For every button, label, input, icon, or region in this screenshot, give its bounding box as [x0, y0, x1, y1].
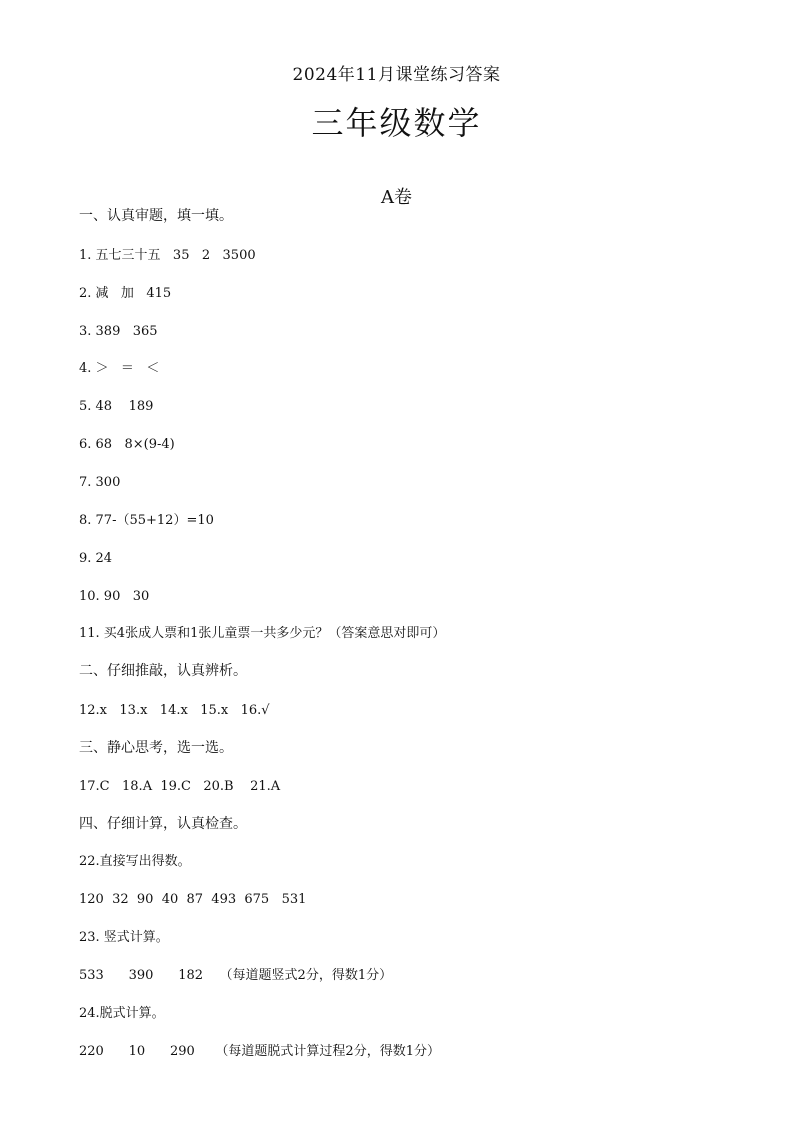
- answer-line: 6. 68 8×(9-4): [79, 437, 175, 452]
- answer-line: 11. 买4张成人票和1张儿童票一共多少元？（答案意思对即可）: [79, 626, 446, 641]
- subsection-heading: 22.直接写出得数。: [79, 854, 191, 869]
- section-heading-1: 一、认真审题，填一填。: [79, 208, 233, 224]
- document-title: 三年级数学: [311, 104, 482, 142]
- subsection-heading: 23. 竖式计算。: [79, 930, 169, 945]
- answer-line: 5. 48 189: [79, 399, 154, 414]
- section-heading-4: 四、仔细计算，认真检查。: [79, 816, 247, 832]
- answer-line: 120 32 90 40 87 493 675 531: [79, 892, 307, 907]
- answer-line: 7. 300: [79, 475, 121, 490]
- section-heading-3: 三、静心思考，选一选。: [79, 740, 233, 756]
- subsection-heading: 24.脱式计算。: [79, 1006, 165, 1021]
- section-heading-2: 二、仔细推敲，认真辨析。: [79, 663, 247, 679]
- answer-line: 12.x 13.x 14.x 15.x 16.√: [79, 703, 270, 718]
- answer-line: 8. 77-（55+12）=10: [79, 513, 214, 528]
- document-date-line: 2024年11月课堂练习答案: [292, 65, 501, 85]
- answer-line: 3. 389 365: [79, 324, 158, 339]
- answer-line: 9. 24: [79, 551, 113, 566]
- paper-label: A卷: [381, 187, 412, 208]
- answer-line: 2. 减 加 415: [79, 286, 172, 301]
- answer-line: 533 390 182 （每道题竖式2分，得数1分）: [79, 968, 393, 983]
- answer-line: 4. ＞ ＝ ＜: [79, 361, 160, 376]
- answer-line: 1. 五七三十五 35 2 3500: [79, 248, 256, 263]
- answer-line: 10. 90 30: [79, 589, 150, 604]
- answer-line: 220 10 290 （每道题脱式计算过程2分，得数1分）: [79, 1044, 440, 1059]
- answer-line: 17.C 18.A 19.C 20.B 21.A: [79, 779, 281, 794]
